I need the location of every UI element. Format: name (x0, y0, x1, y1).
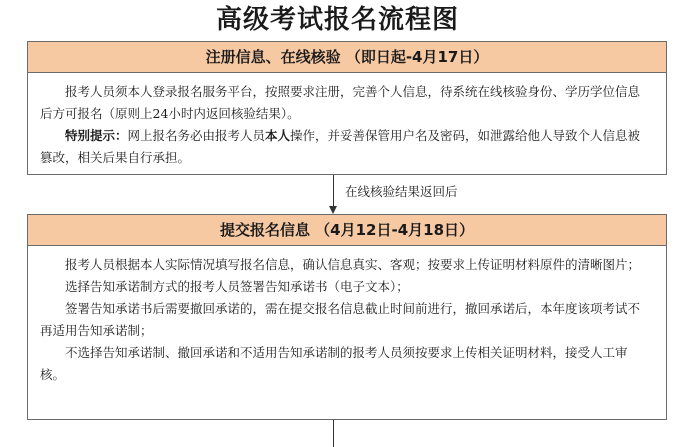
step-body (28, 246, 666, 392)
step-header: 注册信息、在线核验 （即日起-4月17日） (28, 42, 666, 73)
step-paragraph: 选择告知承诺制方式的报考人员签署告知承诺书（电子文本）； (65, 279, 409, 294)
special-notice-label: 特别提示： (65, 128, 128, 143)
step-paragraph: 签署告知承诺书后需要撤回承诺的，需在提交报名信息截止时间前进行，撤回承诺后，本年度该项考试不再适用告知承诺制； (40, 301, 641, 338)
special-notice (40, 125, 652, 169)
flow-arrow-line (333, 420, 334, 447)
flow-arrow-line (333, 175, 334, 206)
step-body (28, 73, 666, 175)
step-header: 提交报名信息 （4月12日-4月18日） (28, 215, 666, 246)
step-paragraph: 报考人员须本人登录报名服务平台，按照要求注册，完善个人信息，待系统在线核验身份、学历学位信息后方可报名（原则上24小时内返回核验结果）。 (40, 84, 641, 121)
page-title: 高级考试报名流程图 (215, 5, 459, 35)
special-notice-text: 网上报名务必由报考人员 (127, 128, 266, 143)
flow-arrow-head (329, 206, 337, 214)
special-notice-text: 操作，并妥善保管用户名及密码，如泄露给他人导致个人信息被篡改，相关后果自行承担。 (40, 128, 641, 165)
step-submit-info (27, 214, 667, 420)
step-register-verify (27, 41, 667, 175)
step-paragraph: 报考人员根据本人实际情况填写报名信息，确认信息真实、客观；按要求上传证明材料原件的清晰图片； (65, 257, 641, 272)
step-paragraph: 不选择告知承诺制、撤回承诺和不适用告知承诺制的报考人员须按要求上传相关证明材料，接受人工审核。 (40, 345, 628, 382)
flow-arrow-label: 在线核验结果返回后 (345, 184, 458, 199)
special-notice-emphasis: 本人 (265, 128, 291, 143)
